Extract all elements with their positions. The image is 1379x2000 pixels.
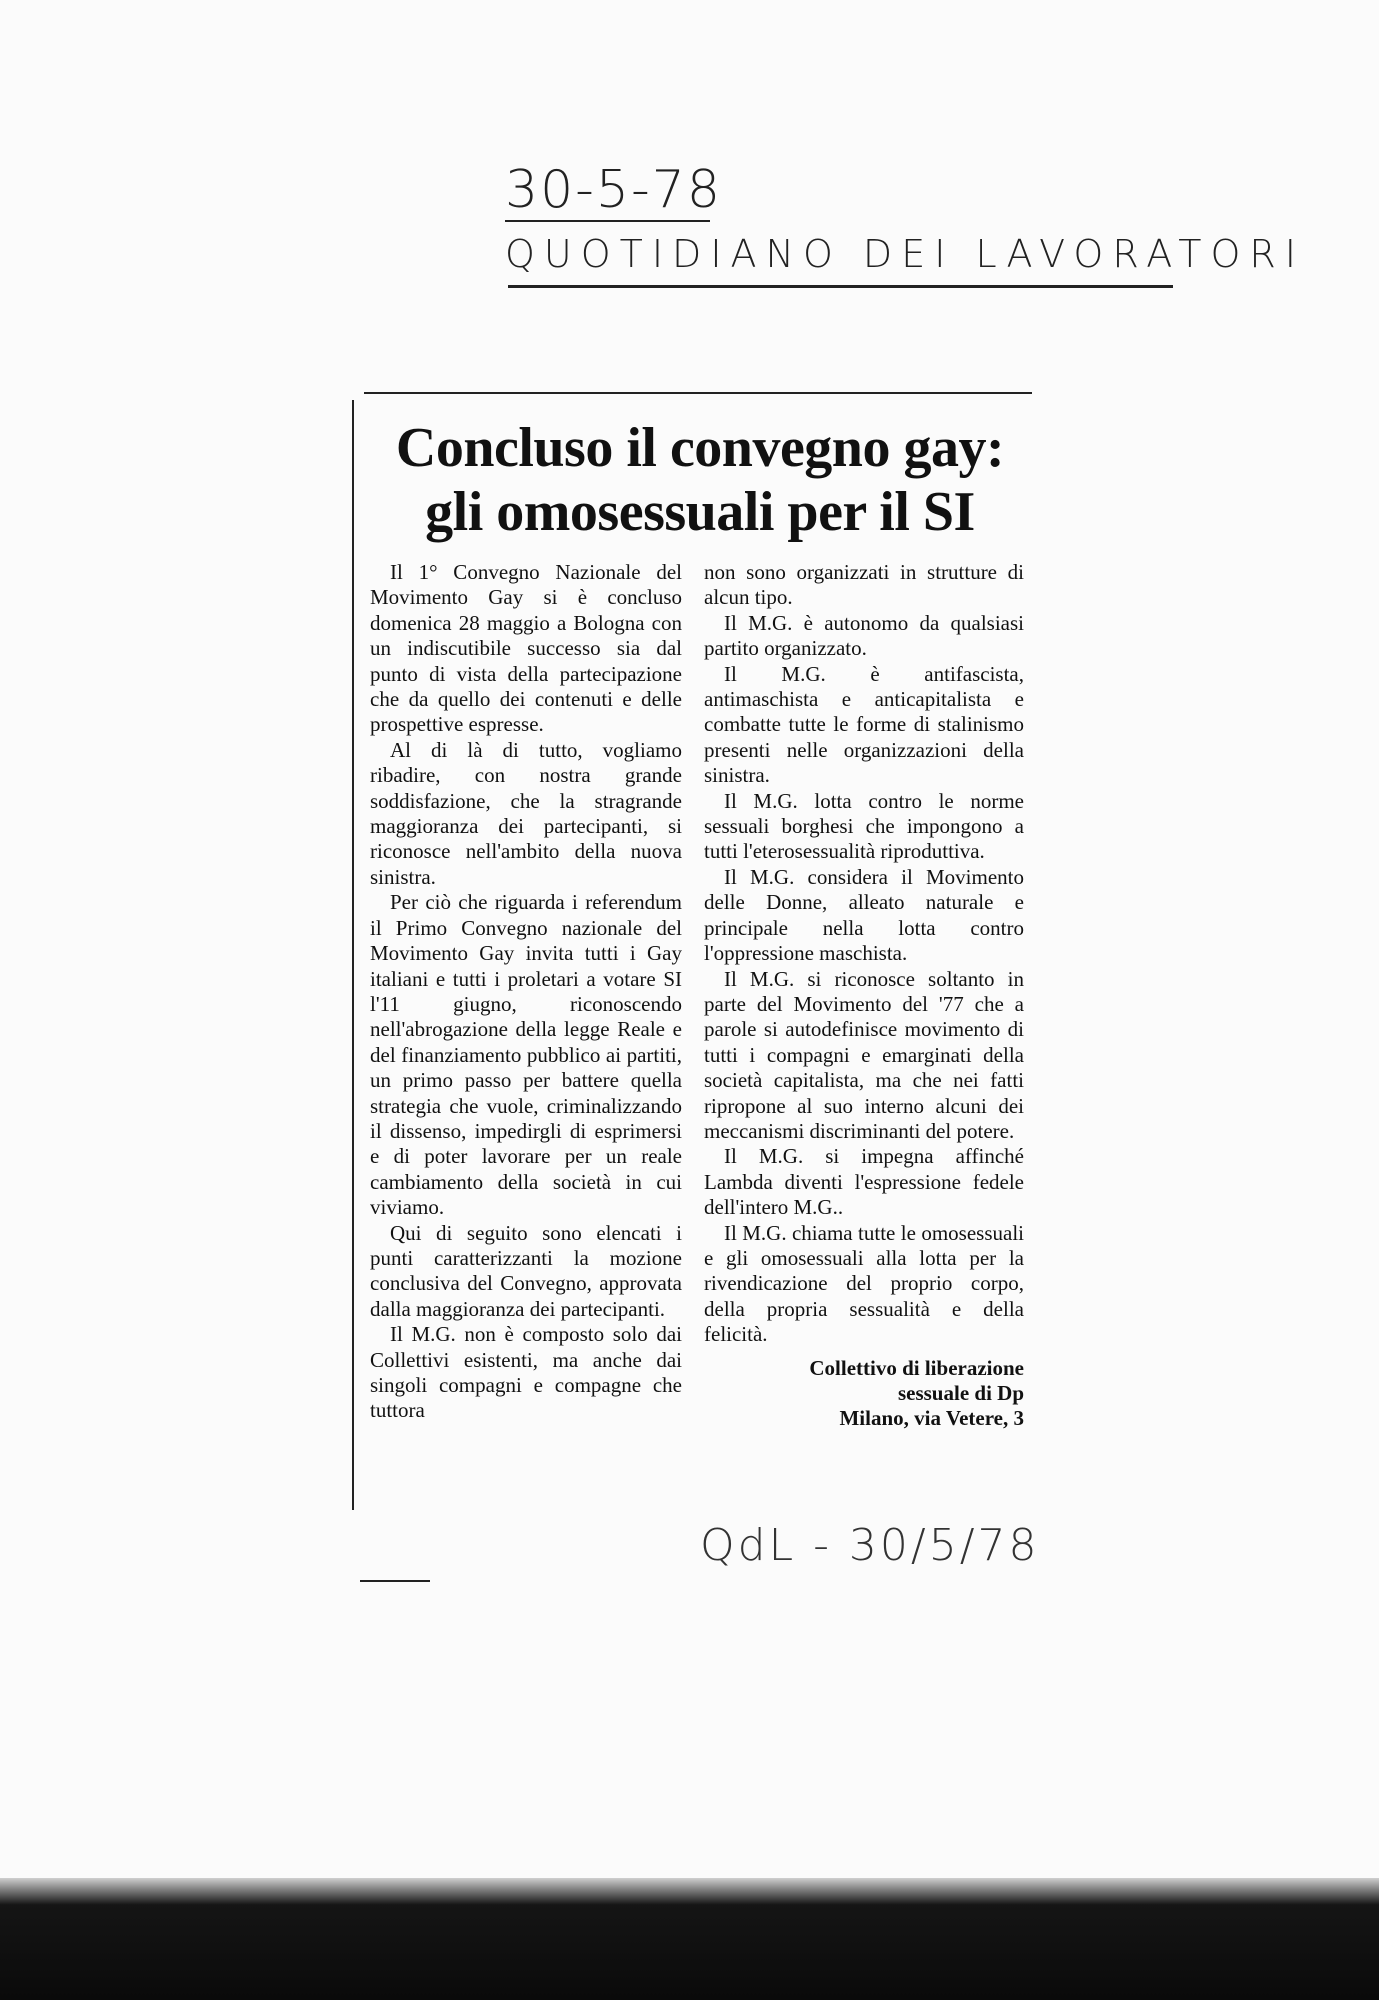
paragraph: Il M.G. è antifascista, antimaschista e anticapitalista e combatte tutte le forme di stalinismo presenti nelle organizzazioni della sinistra. — [704, 661, 1024, 788]
paragraph: Il M.G. non è composto solo dai Collettivi esistenti, ma anche dai singoli compagni e compagne che tuttora — [370, 1322, 682, 1423]
headline-line-2: gli omosessuali per il SI — [425, 481, 975, 543]
newspaper-underline — [508, 285, 1173, 288]
paragraph: Il M.G. considera il Movimento delle Donne, alleato naturale e principale nella lotta contro l'oppressione maschista. — [704, 864, 1024, 966]
paragraph: Il M.G. si riconosce soltanto in parte del Movimento del '77 che a parole si autodefinisce movimento di tutti i compagni e emarginati della società capitalista, ma che nei fatti ripropone al suo interno alcuni dei meccanismi discriminanti del potere. — [704, 966, 1024, 1143]
paragraph: Il M.G. è autonomo da qualsiasi partito organizzato. — [704, 610, 1024, 661]
paragraph: Qui di seguito sono elencati i punti caratterizzanti la mozione conclusiva del Convegno, approvata dalla maggioranza dei partecipanti. — [370, 1220, 682, 1321]
signature-line-3: Milano, via Vetere, 3 — [839, 1405, 1024, 1430]
paragraph: Al di là di tutto, vogliamo ribadire, con nostra grande soddisfazione, che la stragrande maggioranza dei partecipanti, si riconosce nell'ambito della nuova sinistra. — [370, 737, 682, 889]
paragraph: Il M.G. chiama tutte le omosessuali e gli omosessuali alla lotta per la rivendicazione del proprio corpo, della propria sessualità e della felicità. — [704, 1220, 1024, 1347]
article-right-column — [704, 560, 1024, 1431]
handwritten-date: 30-5-78 — [505, 160, 722, 220]
paragraph: non sono organizzati in strutture di alcun tipo. — [704, 560, 1024, 610]
paragraph: Il 1° Convegno Nazionale del Movimento Gay si è concluso domenica 28 maggio a Bologna con un indiscutibile successo sia dal punto di vista della partecipazione che da quello dei contenuti e delle prospettive espresse. — [370, 560, 682, 737]
handwritten-reference: QdL - 30/5/78 — [700, 1520, 1040, 1571]
paragraph: Il M.G. lotta contro le norme sessuali borghesi che impongono a tutti l'eterosessualità riproduttiva. — [704, 788, 1024, 864]
article-signature — [704, 1356, 1024, 1431]
clipping-left-border — [352, 400, 354, 1510]
headline-line-1: Concluso il convegno gay: — [395, 417, 1005, 479]
signature-line-1: Collettivo di liberazione — [809, 1355, 1024, 1380]
paragraph: Il M.G. si impegna affinché Lambda diventi l'espressione fedele dell'intero M.G.. — [704, 1144, 1024, 1220]
signature-line-2: sessuale di Dp — [897, 1380, 1024, 1405]
paragraph: Per ciò che riguarda i referendum il Primo Convegno nazionale del Movimento Gay invita tutti i Gay italiani e tutti i proletari a votare SI l'11 giugno, riconoscendo nell'abrogazione della legge Reale e del finanziamento pubblico ai partiti, un primo passo per battere quella strategia che vuole, criminalizzando il dissenso, impedirgli di esprimersi e di poter lavorare per un reale cambiamento della società in cui viviamo. — [370, 890, 682, 1220]
column-end-mark — [360, 1580, 430, 1582]
clipping-top-rule — [364, 392, 1032, 394]
handwritten-newspaper-name: QUOTIDIANO DEI LAVORATORI — [505, 232, 1305, 276]
newspaper-clipping — [352, 392, 1042, 1582]
article-left-column — [370, 560, 682, 1424]
date-underline — [505, 220, 710, 222]
scan-edge-shadow — [0, 1878, 1379, 2000]
headline — [370, 416, 1030, 544]
